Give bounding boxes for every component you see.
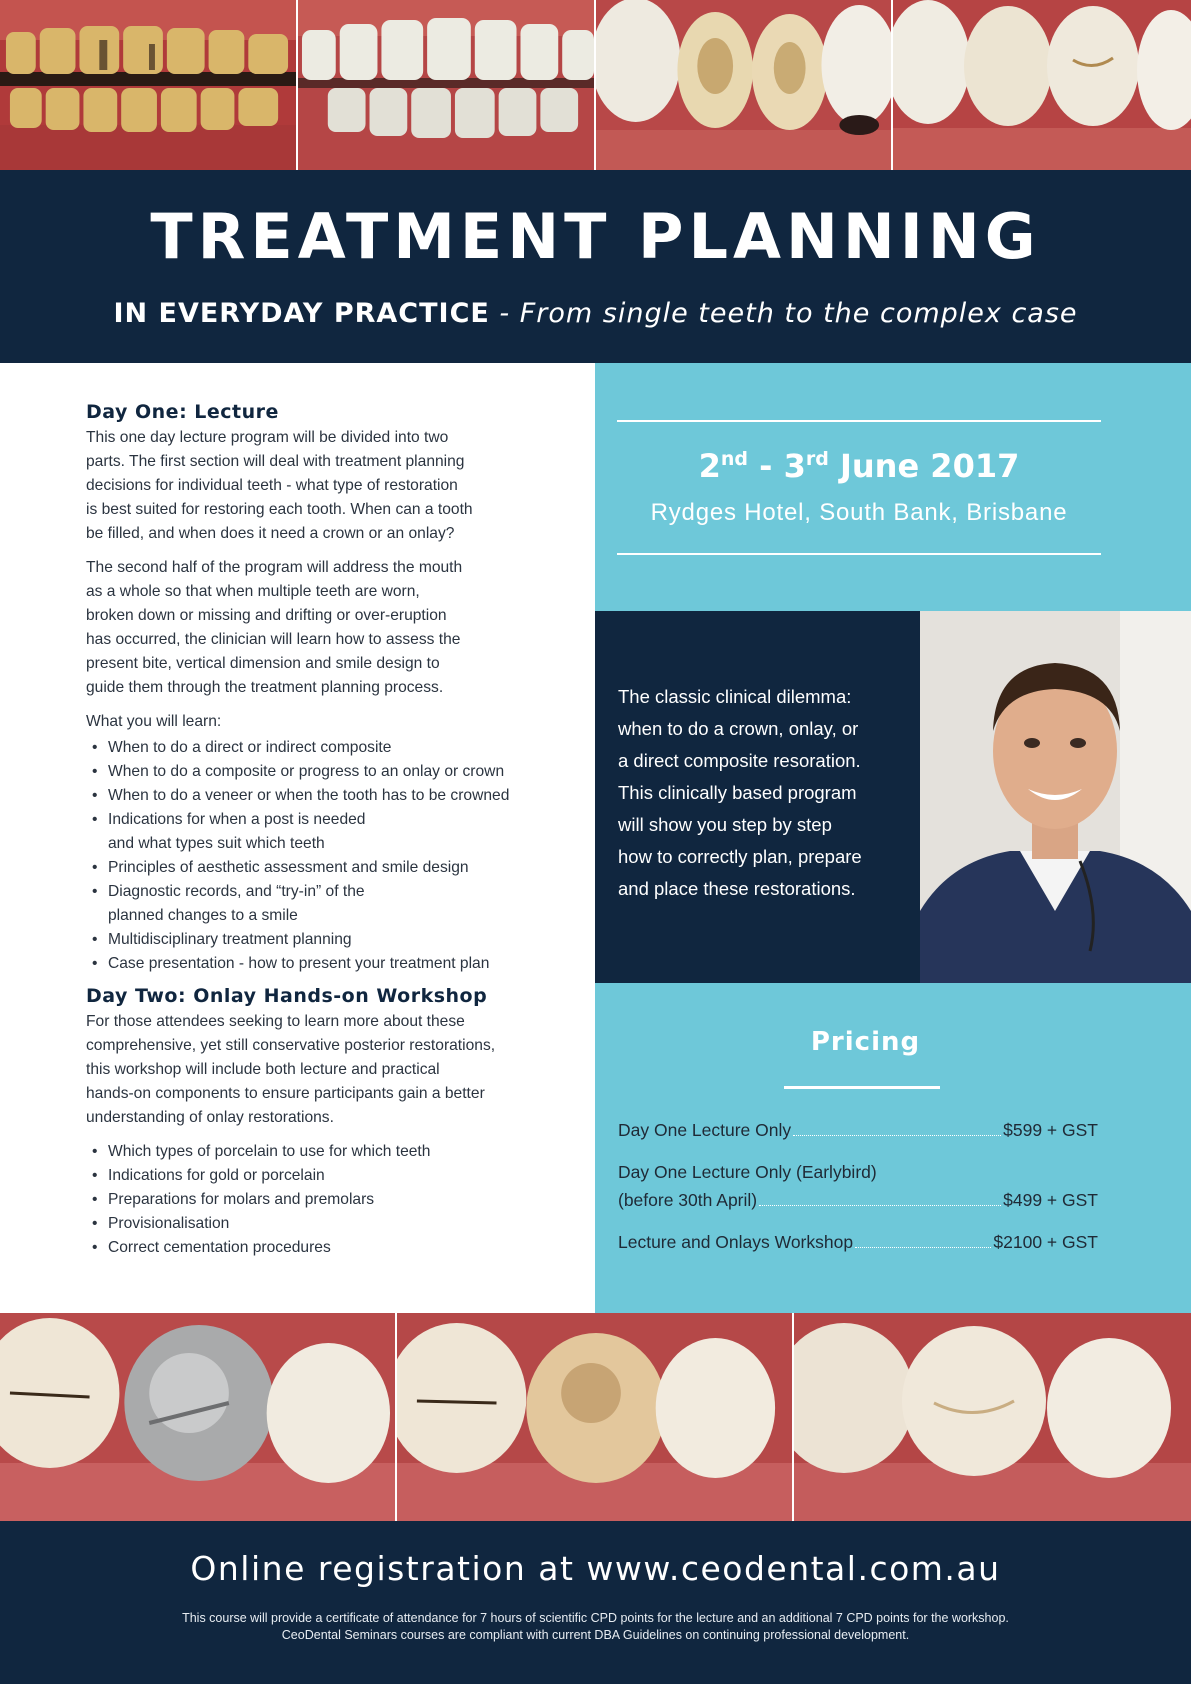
price-amount: $2100 + GST bbox=[993, 1232, 1098, 1252]
porcelain-onlay-photo bbox=[794, 1313, 1191, 1521]
text-line: For those attendees seeking to learn more about these bbox=[86, 1013, 465, 1030]
text-line: how to correctly plan, prepare bbox=[618, 846, 862, 867]
text-line: hands-on components to ensure participants gain a better bbox=[86, 1085, 485, 1102]
dilemma-text bbox=[618, 681, 908, 905]
text-line: comprehensive, yet still conservative posterior restorations, bbox=[86, 1037, 496, 1054]
list-item: • Principles of aesthetic assessment and smile design bbox=[86, 856, 566, 880]
text-line: decisions for individual teeth - what type of restoration bbox=[86, 477, 458, 494]
text-line: and what types suit which teeth bbox=[108, 835, 325, 852]
learn-intro: What you will learn: bbox=[86, 713, 222, 730]
presenter-photo bbox=[920, 611, 1191, 983]
footer bbox=[0, 1521, 1191, 1684]
list-item: • Which types of porcelain to use for which teeth bbox=[86, 1140, 566, 1164]
price-label: Lecture and Onlays Workshop bbox=[618, 1232, 854, 1252]
dot-leader bbox=[759, 1205, 1001, 1206]
text-line: is best suited for restoring each tooth. When can a tooth bbox=[86, 501, 473, 518]
price-row bbox=[618, 1228, 1098, 1256]
price-line bbox=[618, 1186, 1098, 1214]
list-item: • Case presentation - how to present your treatment plan bbox=[86, 952, 566, 976]
dot-leader bbox=[855, 1247, 991, 1248]
text-line: a direct composite resoration. bbox=[618, 750, 861, 771]
event-date-box bbox=[595, 363, 1191, 611]
text-line: This one day lecture program will be divided into two bbox=[86, 429, 449, 446]
subtitle-bold: IN EVERYDAY PRACTICE bbox=[113, 298, 490, 329]
price-label: Day One Lecture Only (Earlybird) bbox=[618, 1162, 877, 1182]
event-venue: Rydges Hotel, South Bank, Brisbane bbox=[650, 499, 1068, 526]
divider bbox=[617, 420, 1101, 422]
onlay-result-photo bbox=[893, 0, 1191, 170]
text-line: present bite, vertical dimension and smile design to bbox=[86, 655, 440, 672]
list-item bbox=[86, 808, 566, 856]
amalgam-filling-photo bbox=[0, 1313, 397, 1521]
text-line: parts. The first section will deal with treatment planning bbox=[86, 453, 465, 470]
pricing-box bbox=[595, 983, 1191, 1313]
fine-print bbox=[0, 1610, 1191, 1644]
list-item: • When to do a direct or indirect composite bbox=[86, 736, 566, 760]
date-day: 3 bbox=[783, 447, 806, 485]
list-item: • Correct cementation procedures bbox=[86, 1236, 566, 1260]
price-line bbox=[618, 1116, 1098, 1144]
day-two-bullet-list bbox=[86, 1140, 566, 1260]
text-line: The second half of the program will address the mouth bbox=[86, 559, 463, 576]
text-line: broken down or missing and drifting or over-eruption bbox=[86, 607, 447, 624]
day-two-paragraph bbox=[86, 1010, 566, 1130]
text-line: as a whole so that when multiple teeth are worn, bbox=[86, 583, 420, 600]
day-two-heading: Day Two: Onlay Hands-on Workshop bbox=[86, 985, 488, 1007]
text-line: understanding of onlay restorations. bbox=[86, 1109, 334, 1126]
list-item: • When to do a veneer or when the tooth has to be crowned bbox=[86, 784, 566, 808]
pricing-title: Pricing bbox=[810, 1027, 921, 1057]
course-description bbox=[86, 400, 566, 1268]
day-one-paragraph-1 bbox=[86, 426, 566, 546]
divider bbox=[617, 553, 1101, 555]
page-subtitle bbox=[0, 298, 1191, 329]
text-line: be filled, and when does it need a crown or an onlay? bbox=[86, 525, 455, 542]
list-item: • Provisionalisation bbox=[86, 1212, 566, 1236]
list-item: • Multidisciplinary treatment planning bbox=[86, 928, 566, 952]
date-suffix: nd bbox=[720, 448, 749, 470]
day-one-paragraph-2 bbox=[86, 556, 566, 700]
divider bbox=[784, 1086, 940, 1089]
text-line: planned changes to a smile bbox=[108, 907, 298, 924]
registration-link[interactable]: Online registration at www.ceodental.com.au bbox=[190, 1549, 1001, 1588]
price-label: Day One Lecture Only bbox=[618, 1120, 792, 1140]
title-band bbox=[0, 170, 1191, 363]
list-item: • Preparations for molars and premolars bbox=[86, 1188, 566, 1212]
text-line: this workshop will include both lecture and practical bbox=[86, 1061, 440, 1078]
dot-leader bbox=[793, 1135, 1001, 1136]
text-line: This course will provide a certificate of attendance for 7 hours of scientific CPD points for the lecture and an additional 7 CPD points for the workshop. bbox=[182, 1611, 1009, 1625]
day-one-bullet-list bbox=[86, 736, 566, 976]
price-row bbox=[618, 1116, 1098, 1144]
text-line: when to do a crown, onlay, or bbox=[618, 718, 859, 739]
price-amount: $499 + GST bbox=[1003, 1190, 1098, 1210]
text-line: The classic clinical dilemma: bbox=[618, 686, 852, 707]
text-line: CeoDental Seminars courses are compliant with current DBA Guidelines on continuing professional development. bbox=[281, 1628, 910, 1642]
text-line: This clinically based program bbox=[618, 782, 857, 803]
price-row bbox=[618, 1158, 1098, 1214]
text-line: • Diagnostic records, and “try-in” of the bbox=[108, 883, 365, 900]
prepared-cavity-photo bbox=[397, 1313, 794, 1521]
price-label: (before 30th April) bbox=[618, 1190, 758, 1210]
worn-teeth-photo bbox=[0, 0, 298, 170]
subtitle-rest: - From single teeth to the complex case bbox=[489, 298, 1078, 329]
text-line: guide them through the treatment planning process. bbox=[86, 679, 444, 696]
date-day: 2 bbox=[698, 447, 721, 485]
list-item bbox=[86, 880, 566, 928]
price-line bbox=[618, 1228, 1098, 1256]
event-dates bbox=[595, 447, 1123, 485]
list-item: • When to do a composite or progress to an onlay or crown bbox=[86, 760, 566, 784]
date-month-year: June 2017 bbox=[828, 447, 1020, 485]
list-item: • Indications for gold or porcelain bbox=[86, 1164, 566, 1188]
bottom-photo-strip bbox=[0, 1313, 1191, 1521]
date-separator: - bbox=[748, 447, 784, 485]
dilemma-box bbox=[595, 611, 920, 983]
text-line: and place these restorations. bbox=[618, 878, 856, 899]
text-line: • Indications for when a post is needed bbox=[108, 811, 366, 828]
text-line: will show you step by step bbox=[618, 814, 832, 835]
page-title: TREATMENT PLANNING bbox=[150, 200, 1041, 273]
top-photo-strip bbox=[0, 0, 1191, 170]
text-line: has occurred, the clinician will learn how to assess the bbox=[86, 631, 461, 648]
restored-smile-photo bbox=[298, 0, 596, 170]
prepared-tooth-photo bbox=[596, 0, 893, 170]
day-one-heading: Day One: Lecture bbox=[86, 401, 279, 423]
price-amount: $599 + GST bbox=[1003, 1120, 1098, 1140]
date-suffix: rd bbox=[805, 448, 829, 470]
